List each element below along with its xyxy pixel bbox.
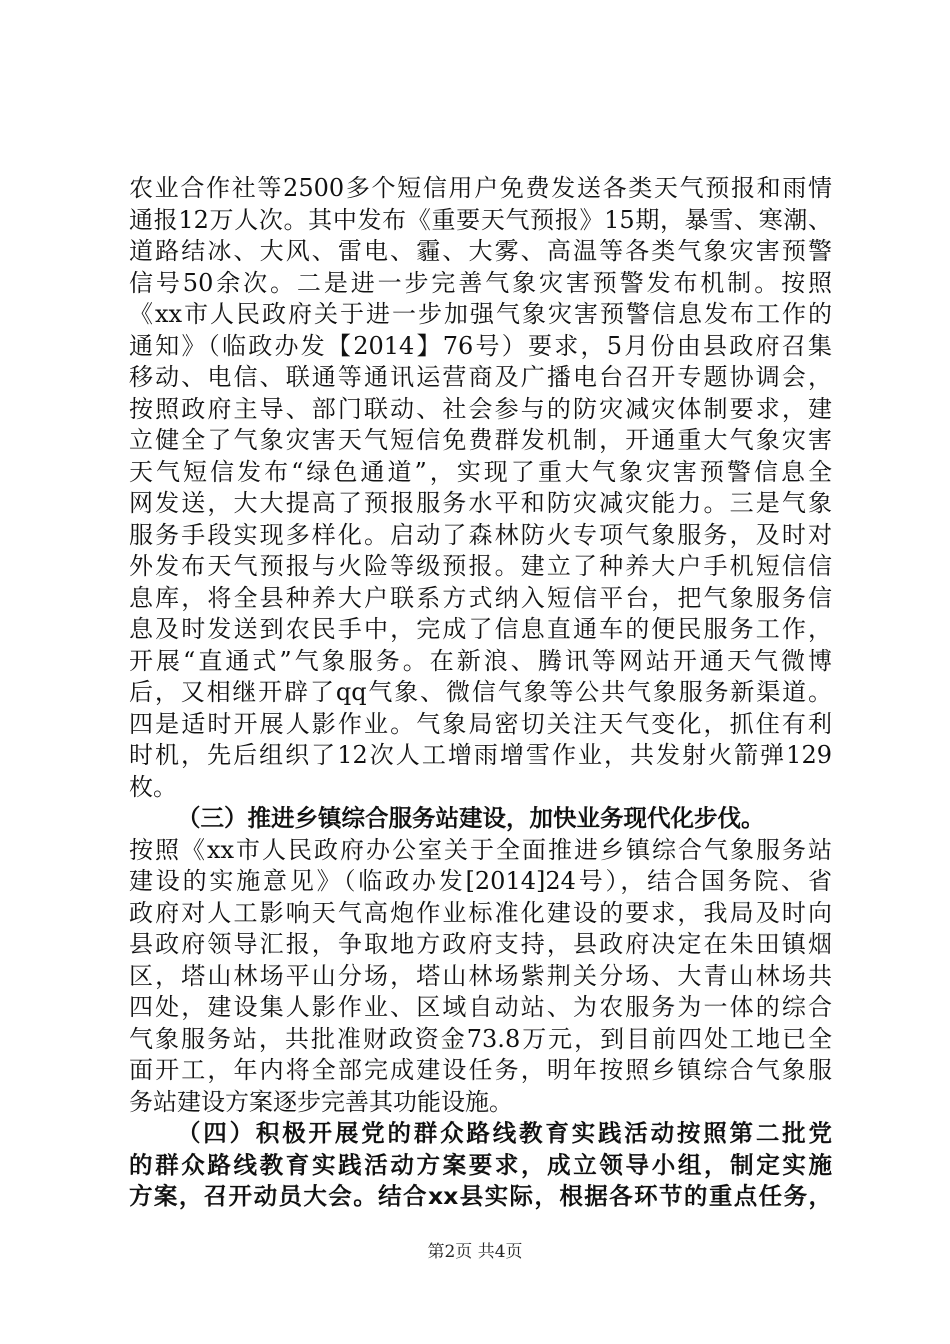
body-line-26: 区，塔山林场平山分场，塔山林场紫荆关分场、大青山林场共 [129,961,832,990]
body-line-15: 息及时发送到农民手中，完成了信息直通车的便民服务工作， [129,615,832,643]
body-line-14: 息库，将全县种养大户联系方式纳入短信平台，把气象服务信 [129,583,832,612]
body-line-6: 通知》（临政办发【2014】76号）要求，5月份由县政府召集 [129,331,832,360]
body-line-22: 按照《xx市人民政府办公室关于全面推进乡镇综合气象服务站 [129,835,832,864]
body-line-24: 政府对人工影响天气高炮作业标准化建设的要求，我局及时向 [129,898,832,927]
body-line-7: 移动、电信、联通等通讯运营商及广播电台召开专题协调会， [129,363,832,391]
body-line-25: 县政府领导汇报，争取地方政府支持，县政府决定在朱田镇烟 [129,930,832,958]
body-line-27: 四处，建设集人影作业、区域自动站、为农服务为一体的综合 [129,993,832,1021]
body-line-12: 服务手段实现多样化。启动了森林防火专项气象服务，及时对 [129,520,832,549]
section-heading-3: （三）推进乡镇综合服务站建设，加快业务现代化步伐。 [177,804,765,832]
body-line-8: 按照政府主导、部门联动、社会参与的防灾减灾体制要求，建 [129,394,832,423]
page-number-footer: 第2页 共4页 [427,1242,523,1262]
body-line-4: 信号50余次。二是进一步完善气象灾害预警发布机制。按照 [129,268,832,297]
section-heading-4-line-2: 的群众路线教育实践活动方案要求，成立领导小组，制定实施 [129,1150,832,1179]
body-line-11: 网发送，大大提高了预报服务水平和防灾减灾能力。三是气象 [129,489,832,517]
body-line-1: 农业合作社等2500多个短信用户免费发送各类天气预报和雨情 [129,174,832,202]
section-heading-4-line-3: 方案，召开动员大会。结合xx县实际，根据各环节的重点任务， [129,1182,832,1210]
body-line-18: 四是适时开展人影作业。气象局密切关注天气变化，抓住有利 [129,709,832,738]
body-line-5: 《xx市人民政府关于进一步加强气象灾害预警信息发布工作的 [129,300,832,328]
body-line-28: 气象服务站，共批准财政资金73.8万元，到目前四处工地已全 [129,1024,832,1053]
body-line-13: 外发布天气预报与火险等级预报。建立了种养大户手机短信信 [129,552,832,580]
body-line-30: 务站建设方案逐步完善其功能设施。 [129,1087,513,1116]
body-line-19: 时机，先后组织了12次人工增雨增雪作业，共发射火箭弹129 [129,741,832,769]
body-line-16: 开展“直通式”气象服务。在新浪、腾讯等网站开通天气微博 [129,646,832,675]
body-line-17: 后，又相继开辟了qq气象、微信气象等公共气象服务新渠道。 [129,678,832,706]
body-line-10: 天气短信发布“绿色通道”，实现了重大气象灾害预警信息全 [129,457,832,486]
body-line-20: 枚。 [129,772,177,801]
body-line-23: 建设的实施意见》（临政办发[2014]24号），结合国务院、省 [129,867,832,895]
body-line-9: 立健全了气象灾害天气短信免费群发机制，开通重大气象灾害 [129,426,832,454]
document-body [129,173,832,1213]
body-line-2: 通报12万人次。其中发布《重要天气预报》15期，暴雪、寒潮、 [129,205,832,234]
section-heading-4: （四）积极开展党的群众路线教育实践活动按照第二批党 [177,1119,832,1147]
body-line-3: 道路结冰、大风、雷电、霾、大雾、高温等各类气象灾害预警 [129,237,832,265]
body-line-29: 面开工，年内将全部完成建设任务，明年按照乡镇综合气象服 [129,1056,832,1084]
